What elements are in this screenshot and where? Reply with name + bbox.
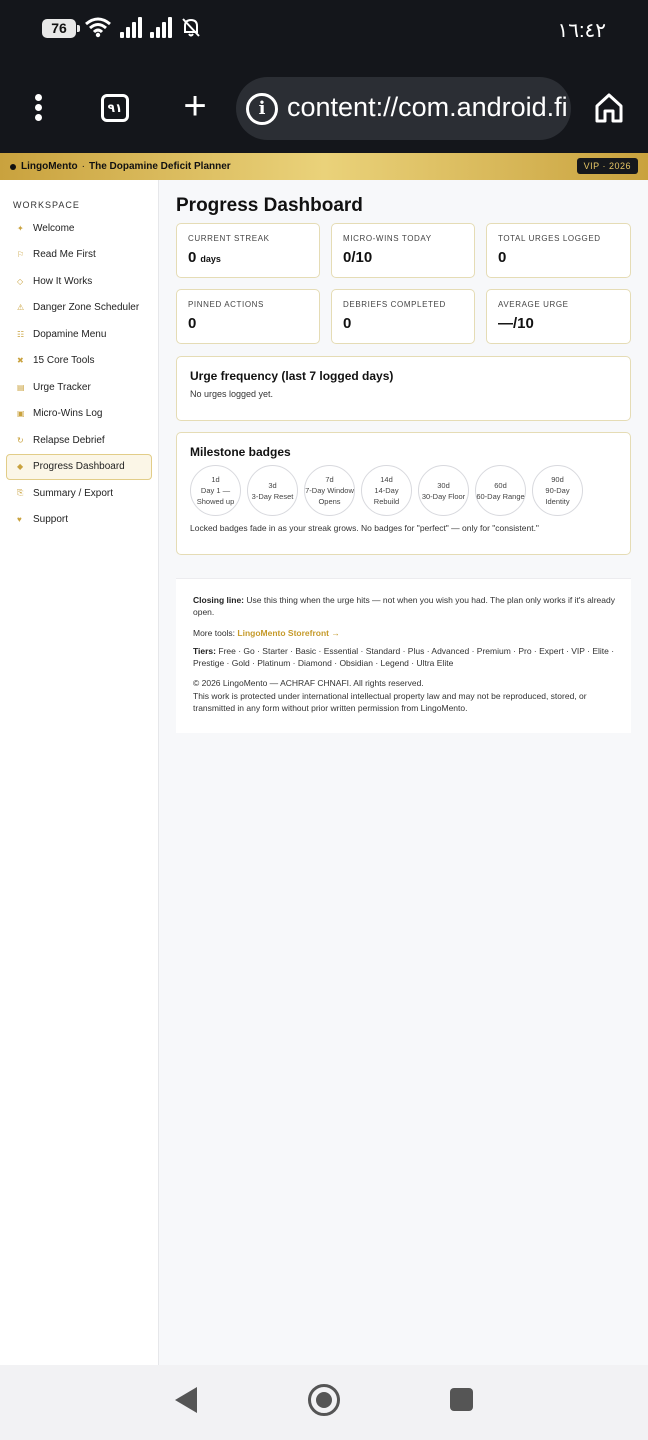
badge-name: Day 1 — Showed up	[196, 486, 235, 506]
recents-icon[interactable]	[450, 1388, 473, 1411]
badge-name: 60-Day Range	[476, 491, 525, 501]
copyright: © 2026 LingoMento — ACHRAF CHNAFI. All rights reserved.	[193, 678, 424, 688]
storefront-link[interactable]: LingoMento Storefront →	[237, 628, 340, 638]
stat-card-debriefs	[331, 289, 475, 344]
milestone-badge	[304, 465, 355, 516]
stat-value	[188, 249, 221, 266]
milestone-badge	[532, 465, 583, 516]
sidebar-item-welcome[interactable]	[6, 215, 152, 242]
page-title: Progress Dashboard	[176, 195, 363, 216]
stat-value: 0	[343, 315, 352, 332]
sidebar-item-danger-zone-scheduler[interactable]	[6, 295, 152, 322]
sidebar-item-label: Summary / Export	[33, 487, 114, 499]
urge-frequency-card	[176, 356, 631, 421]
tab-switcher-button[interactable]: ٩١	[101, 94, 129, 122]
more-tools-label: More tools:	[193, 628, 236, 638]
milestone-badge	[190, 465, 241, 516]
stat-card-pinned-actions	[176, 289, 320, 344]
badge-days: 14d	[380, 475, 393, 484]
closing-line	[193, 594, 618, 618]
tiers-label: Tiers:	[193, 646, 216, 656]
sidebar-item-label: Welcome	[33, 222, 75, 234]
badge-days: 60d	[494, 480, 507, 490]
badges-note: Locked badges fade in as your streak grows. No badges for "perfect" — only for "consistent."	[190, 523, 539, 533]
legal-notice: This work is protected under international intellectual property law and may not be reproduced, stored, or transmitted in any form without prior written permission from LingoMento.	[193, 691, 587, 713]
url-text[interactable]: content://com.android.fi	[287, 92, 568, 122]
section-title: Urge frequency (last 7 logged days)	[190, 369, 394, 383]
milestone-badge	[247, 465, 298, 516]
diamond-icon: ◆	[17, 462, 24, 472]
sidebar-item-label: Progress Dashboard	[33, 461, 125, 473]
sidebar-item-how-it-works[interactable]	[6, 268, 152, 295]
home-circle-icon[interactable]	[308, 1384, 340, 1416]
milestone-badge	[475, 465, 526, 516]
sidebar-item-relapse-debrief[interactable]	[6, 427, 152, 454]
browser-toolbar	[0, 58, 648, 153]
tiers-text: Free · Go · Starter · Basic · Essential · Standard · Plus · Advanced · Premium · Pro · Expert · VIP · Elite · Prestige · Gold · Platinum · Diamond · Obsidian · Legend · Ultra Elite	[193, 646, 615, 668]
banner-title	[21, 161, 231, 172]
flag-icon: ⚐	[17, 250, 25, 260]
closing-label: Closing line:	[193, 595, 244, 605]
heart-icon: ♥	[17, 515, 22, 525]
sidebar-item-summary-export[interactable]	[6, 480, 152, 507]
diamond-outline-icon: ◇	[17, 276, 24, 286]
menu-dots-icon[interactable]	[30, 94, 46, 124]
log-icon: ▣	[17, 409, 25, 419]
export-icon: ⎘	[17, 488, 24, 498]
sidebar-item-label: Micro-Wins Log	[33, 408, 103, 420]
stat-value: 0	[188, 315, 197, 332]
sparkle-icon: ✦	[17, 223, 24, 233]
section-title: Milestone badges	[190, 445, 291, 459]
sidebar-item-dopamine-menu[interactable]	[6, 321, 152, 348]
status-bar	[0, 0, 648, 58]
tier-badge: VIP · 2026	[577, 158, 638, 174]
sidebar-item-label: Read Me First	[33, 249, 96, 261]
warning-icon: ⚠	[17, 303, 25, 313]
milestone-badge	[361, 465, 412, 516]
stat-number: 0	[188, 249, 197, 266]
stat-label: AVERAGE URGE	[498, 300, 569, 309]
tools-icon: ✖	[17, 356, 24, 366]
badge-days: 3d	[268, 480, 277, 490]
tracker-icon: ▤	[17, 382, 25, 392]
sidebar-item-micro-wins-log[interactable]	[6, 401, 152, 428]
badge-days: 90d	[551, 475, 564, 484]
more-tools-line	[193, 627, 618, 639]
sidebar-item-label: Danger Zone Scheduler	[33, 302, 140, 314]
stat-card-average-urge	[486, 289, 631, 344]
empty-state-text: No urges logged yet.	[190, 389, 274, 399]
address-bar[interactable]	[236, 77, 571, 140]
sidebar-item-label: Relapse Debrief	[33, 434, 105, 446]
signal-icon	[120, 16, 142, 38]
stat-card-total-urges	[486, 223, 631, 278]
sidebar-item-label: Urge Tracker	[33, 381, 91, 393]
android-nav-bar	[0, 1365, 648, 1440]
stat-value: 0/10	[343, 249, 373, 266]
sidebar-item-core-tools[interactable]	[6, 348, 152, 375]
sidebar-item-progress-dashboard[interactable]	[6, 454, 152, 481]
sidebar-item-read-me-first[interactable]	[6, 242, 152, 269]
brand-name: LingoMento	[21, 161, 78, 172]
info-icon[interactable]: i	[246, 93, 278, 125]
battery-icon: 76	[42, 19, 76, 38]
back-icon[interactable]	[175, 1387, 197, 1413]
refresh-icon: ↻	[17, 435, 24, 445]
milestone-badge	[418, 465, 469, 516]
plus-icon[interactable]: +	[183, 84, 207, 128]
milestone-badges-card	[176, 432, 631, 555]
stat-label: DEBRIEFS COMPLETED	[343, 300, 446, 309]
sidebar	[0, 180, 159, 1365]
badge-name: 3-Day Reset	[251, 491, 294, 501]
bell-muted-icon	[180, 16, 202, 38]
stat-label: MICRO-WINS TODAY	[343, 234, 432, 243]
banner-subtitle: The Dopamine Deficit Planner	[89, 161, 231, 172]
stat-label: TOTAL URGES LOGGED	[498, 234, 601, 243]
app-banner	[0, 153, 648, 180]
footer	[176, 578, 631, 733]
signal-icon	[150, 16, 172, 38]
badge-days: 1d	[211, 475, 220, 484]
wifi-icon	[84, 16, 112, 38]
closing-text: Use this thing when the urge hits — not when you wish you had. The plan only works if it's already open.	[193, 595, 615, 617]
sidebar-item-label: How It Works	[33, 275, 93, 287]
badge-name: 30-Day Floor	[421, 491, 466, 501]
stat-card-current-streak	[176, 223, 320, 278]
stat-card-micro-wins	[331, 223, 475, 278]
clock: ١٦:٤٢	[557, 20, 606, 42]
status-icons	[84, 16, 202, 38]
stat-label: CURRENT STREAK	[188, 234, 270, 243]
sidebar-item-label: Support	[33, 514, 69, 526]
badge-days: 7d	[325, 475, 334, 484]
sidebar-nav	[6, 215, 152, 533]
tiers-line	[193, 645, 618, 669]
badge-name: 90-Day Identity	[545, 486, 570, 506]
stat-label: PINNED ACTIONS	[188, 300, 264, 309]
stat-value: 0	[498, 249, 507, 266]
badge-days: 30d	[437, 480, 450, 490]
stat-unit: days	[200, 254, 221, 264]
brand-dot-icon	[10, 164, 16, 170]
sidebar-item-support[interactable]	[6, 507, 152, 534]
menu-list-icon: ☷	[17, 329, 25, 339]
badge-list	[190, 465, 583, 516]
badge-name: 7-Day Window Opens	[305, 486, 354, 506]
sidebar-item-urge-tracker[interactable]	[6, 374, 152, 401]
sidebar-item-label: Dopamine Menu	[33, 328, 107, 340]
sidebar-heading: WORKSPACE	[13, 200, 80, 210]
badge-name: 14-Day Rebuild	[373, 486, 400, 506]
stat-value: —/10	[498, 315, 534, 332]
sidebar-item-label: 15 Core Tools	[33, 355, 95, 367]
home-icon[interactable]	[594, 92, 624, 124]
banner-separator: ·	[81, 161, 85, 172]
